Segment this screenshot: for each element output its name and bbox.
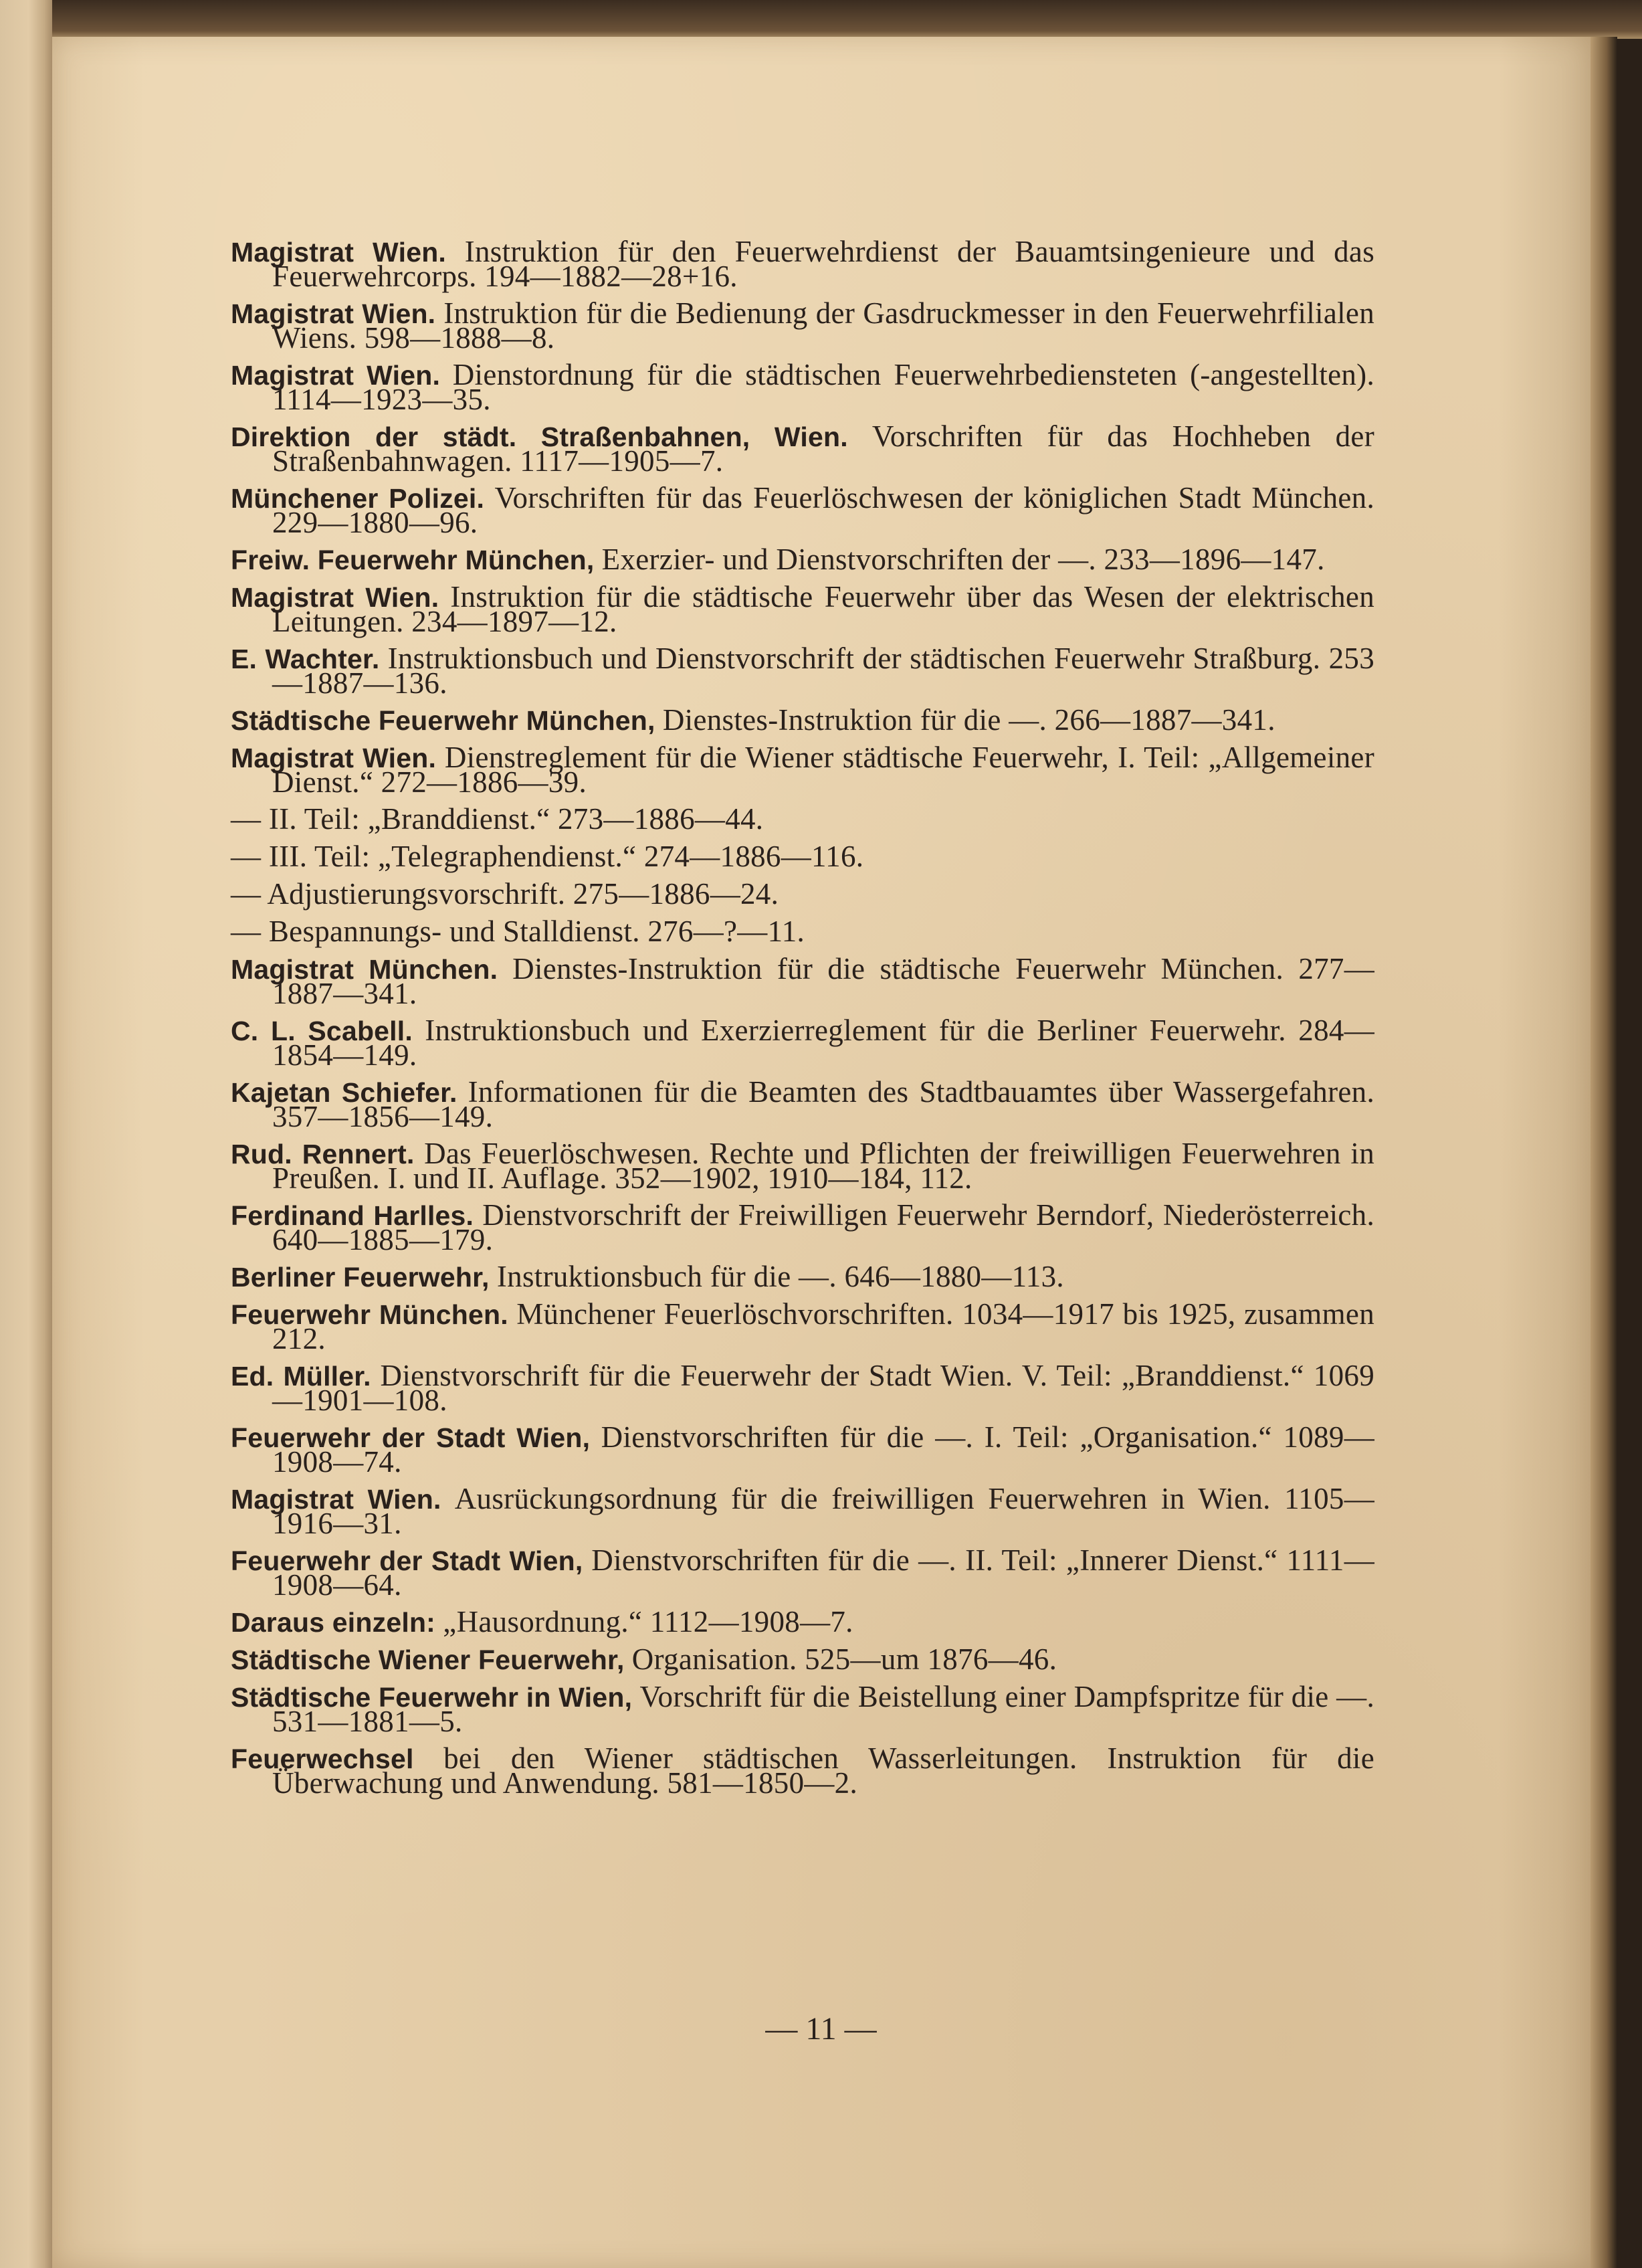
entry-text: bei den Wiener städtischen Wasserleitungen. Instruktion für die Überwachung und Anwendung. 581—1850—2. <box>272 1741 1375 1800</box>
entry-author: Münchener Polizei. <box>231 483 485 514</box>
entry-author: Daraus einzeln: <box>231 1607 436 1638</box>
entry-text: — III. Teil: „Telegraphendienst.“ 274—1886—116. <box>231 840 864 873</box>
list-item <box>231 1642 1374 1676</box>
entry-text: Instruktion für die Bedienung der Gasdruckmesser in den Feuerwehrfilialen Wiens. 598—1888—8. <box>272 296 1374 355</box>
entry-author: Feuerwehr der Stadt Wien, <box>231 1422 591 1453</box>
list-item <box>231 703 1374 737</box>
entry-author: Magistrat Wien. <box>231 743 437 773</box>
list-item <box>231 1075 1374 1133</box>
list-item <box>231 1198 1375 1256</box>
entry-author: E. Wachter. <box>231 644 380 674</box>
list-item <box>231 840 1374 873</box>
entry-author: Ed. Müller. <box>231 1361 371 1392</box>
entry-text: Instruktionsbuch und Exerzierreglement für die Berliner Feuerwehr. 284—1854—149. <box>272 1014 1375 1072</box>
entry-text: — II. Teil: „Branddienst.“ 273—1886—44. <box>231 802 764 836</box>
entry-text: Dienstvorschrift für die Feuerwehr der Stadt Wien. V. Teil: „Branddienst.“ 1069—1901—108. <box>272 1359 1374 1417</box>
list-item <box>231 741 1374 799</box>
list-item <box>231 915 1374 948</box>
page-right-edge <box>1590 37 1617 2268</box>
entry-text: Dienstvorschrift der Freiwilligen Feuerwehr Berndorf, Niederösterreich. 640—1885—179. <box>272 1198 1375 1256</box>
list-item <box>231 642 1374 700</box>
entry-author: Feuerwehr München. <box>231 1299 508 1330</box>
entry-text: Dienstvorschriften für die —. I. Teil: „Organisation.“ 1089—1908—74. <box>272 1420 1374 1479</box>
entry-author: Ferdinand Harlles. <box>231 1200 474 1231</box>
list-item <box>231 1543 1374 1602</box>
list-item <box>231 952 1375 1010</box>
entry-text: Dienstes-Instruktion für die —. 266—1887—341. <box>662 703 1275 737</box>
entry-author: Freiw. Feuerwehr München, <box>231 545 595 575</box>
entry-text: — Adjustierungsvorschrift. 275—1886—24. <box>231 877 779 911</box>
list-item <box>231 1605 1374 1638</box>
list-item <box>231 580 1374 638</box>
entry-author: Magistrat Wien. <box>231 298 436 329</box>
entry-text: Instruktion für den Feuerwehrdienst der Bauamtsingenieure und das Feuerwehrcorps. 194—1882—28+16. <box>272 235 1375 293</box>
entry-author: Städtische Feuerwehr München, <box>231 705 655 736</box>
list-item <box>231 802 1374 836</box>
entry-text: Instruktionsbuch für die —. 646—1880—113. <box>496 1260 1064 1293</box>
list-item <box>231 235 1375 293</box>
page-number: — 11 — <box>765 2011 877 2047</box>
entry-text: Dienstordnung für die städtischen Feuerwehrbediensteten (-angestellten). 1114—1923—35. <box>272 358 1374 416</box>
book-gutter <box>0 0 52 2268</box>
entry-author: Magistrat Wien. <box>231 360 441 391</box>
book-top-edge <box>52 0 1642 39</box>
list-item <box>231 358 1374 416</box>
entry-author: Magistrat Wien. <box>231 237 447 268</box>
entry-author: Berliner Feuerwehr, <box>231 1262 490 1293</box>
entry-text: Instruktionsbuch und Dienstvorschrift der städtischen Feuerwehr Straßburg. 253—1887—136. <box>272 642 1374 700</box>
entry-text: Vorschrift für die Beistellung einer Dampfspritze für die —. 531—1881—5. <box>272 1680 1375 1738</box>
list-item <box>231 1137 1375 1195</box>
entry-author: Feuerwechsel <box>231 1743 414 1774</box>
list-item <box>231 1680 1375 1738</box>
entry-author: C. L. Scabell. <box>231 1016 413 1046</box>
entry-author: Kajetan Schiefer. <box>231 1077 457 1108</box>
list-item <box>231 1420 1374 1479</box>
entry-text: „Hausordnung.“ 1112—1908—7. <box>443 1605 853 1638</box>
list-item <box>231 543 1374 576</box>
entry-text: Das Feuerlöschwesen. Rechte und Pflichten der freiwilligen Feuerwehren in Preußen. I. und II. Auflage. 352—1902, 1910—184, 112. <box>272 1137 1375 1195</box>
list-item <box>231 1359 1374 1417</box>
entry-author: Städtische Wiener Feuerwehr, <box>231 1644 625 1675</box>
entry-author: Magistrat München. <box>231 954 498 985</box>
list-item <box>231 1741 1375 1800</box>
entry-text: Organisation. 525—um 1876—46. <box>631 1642 1057 1676</box>
list-item <box>231 1260 1374 1293</box>
entry-text: Instruktion für die städtische Feuerwehr über das Wesen der elektrischen Leitungen. 234—1897—12. <box>272 580 1374 638</box>
entry-text: Dienstreglement für die Wiener städtische Feuerwehr, I. Teil: „Allgemeiner Dienst.“ 272—1886—39. <box>272 741 1374 799</box>
entry-text: Dienstes-Instruktion für die städtische Feuerwehr München. 277—1887—341. <box>272 952 1375 1010</box>
bibliography-list <box>231 235 1375 1808</box>
list-item <box>231 1482 1374 1540</box>
list-item <box>231 1297 1374 1355</box>
entry-text: Exerzier- und Dienstvorschriften der —. 233—1896—147. <box>601 543 1325 576</box>
list-item <box>231 1014 1375 1072</box>
entry-text: — Bespannungs- und Stalldienst. 276—?—11. <box>231 915 805 948</box>
list-item <box>231 296 1374 355</box>
entry-author: Feuerwehr der Stadt Wien, <box>231 1545 583 1576</box>
list-item <box>231 481 1374 539</box>
entry-author: Rud. Rennert. <box>231 1139 415 1169</box>
entry-text: Münchener Feuerlöschvorschriften. 1034—1917 bis 1925, zusammen 212. <box>272 1297 1374 1355</box>
entry-text: Informationen für die Beamten des Stadtbauamtes über Wassergefahren. 357—1856—149. <box>272 1075 1374 1133</box>
entry-author: Magistrat Wien. <box>231 582 439 613</box>
list-item <box>231 419 1374 478</box>
entry-text: Ausrückungsordnung für die freiwilligen Feuerwehren in Wien. 1105—1916—31. <box>272 1482 1374 1540</box>
entry-author: Städtische Feuerwehr in Wien, <box>231 1682 633 1713</box>
entry-text: Dienstvorschriften für die —. II. Teil: „Innerer Dienst.“ 1111—1908—64. <box>272 1543 1374 1602</box>
list-item <box>231 877 1374 911</box>
entry-text: Vorschriften für das Feuerlöschwesen der königlichen Stadt München. 229—1880—96. <box>272 481 1374 539</box>
entry-author: Direktion der städt. Straßenbahnen, Wien. <box>231 421 848 452</box>
entry-text: Vorschriften für das Hochheben der Straßenbahnwagen. 1117—1905—7. <box>272 419 1374 478</box>
entry-author: Magistrat Wien. <box>231 1484 441 1515</box>
